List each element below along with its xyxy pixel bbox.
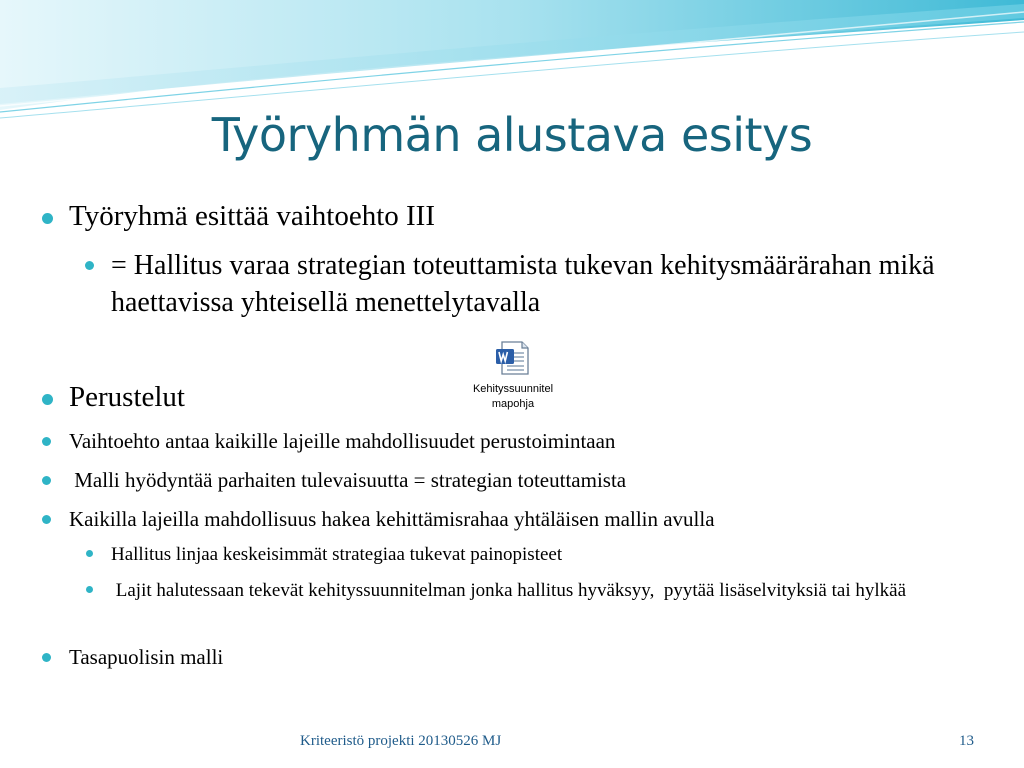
bullet-text: = Hallitus varaa strategian toteuttamista tukevan kehitysmäärärahan mikä haettavissa yhteisellä menettelytavalla bbox=[111, 250, 935, 318]
embedded-document-object[interactable] bbox=[458, 340, 568, 412]
bullet-text: Työryhmä esittää vaihtoehto III bbox=[69, 200, 435, 232]
bullet-level2 bbox=[0, 247, 1000, 321]
bullet-dot bbox=[42, 394, 53, 405]
bullet-dot bbox=[86, 550, 93, 557]
bullet-text: Vaihtoehto antaa kaikille lajeille mahdollisuudet perustoimintaan bbox=[69, 429, 616, 453]
bullet-dot bbox=[85, 261, 94, 270]
bullet-text: Lajit halutessaan tekevät kehityssuunnitelman jonka hallitus hyväksyy, pyytää lisäselvityksiä tai hylkää bbox=[111, 580, 907, 601]
bullet-level1 bbox=[0, 427, 1000, 455]
bullet-dot bbox=[42, 213, 53, 224]
bullet-dot bbox=[42, 515, 51, 524]
bullet-text: Kaikilla lajeilla mahdollisuus hakea kehittämisrahaa yhtäläisen mallin avulla bbox=[69, 507, 715, 531]
slide-title: Työryhmän alustava esitys bbox=[211, 108, 813, 162]
bullet-text: Perustelut bbox=[69, 381, 185, 413]
bullet-level1 bbox=[0, 643, 1000, 671]
bullet-dot bbox=[42, 653, 51, 662]
bullet-dot bbox=[86, 586, 93, 593]
bullet-dot bbox=[42, 437, 51, 446]
bullet-level2 bbox=[0, 541, 1000, 568]
footer-text: Kriteeristö projekti 20130526 MJ bbox=[300, 733, 502, 749]
bullet-level1 bbox=[0, 505, 1000, 533]
bullet-text: Malli hyödyntää parhaiten tulevaisuutta = strategian toteuttamista bbox=[69, 468, 627, 492]
word-document-icon bbox=[494, 340, 532, 376]
bullet-level2 bbox=[0, 577, 1000, 604]
page-number: 13 bbox=[959, 733, 974, 749]
bullet-text: Hallitus linjaa keskeisimmät strategiaa tukevat painopisteet bbox=[111, 544, 563, 565]
bullet-level1 bbox=[0, 200, 1000, 233]
bullet-level1 bbox=[0, 466, 1000, 494]
bullet-text: Tasapuolisin malli bbox=[69, 645, 224, 669]
bullet-dot bbox=[42, 476, 51, 485]
embedded-object-label: Kehityssuunnitel mapohja bbox=[472, 383, 554, 410]
